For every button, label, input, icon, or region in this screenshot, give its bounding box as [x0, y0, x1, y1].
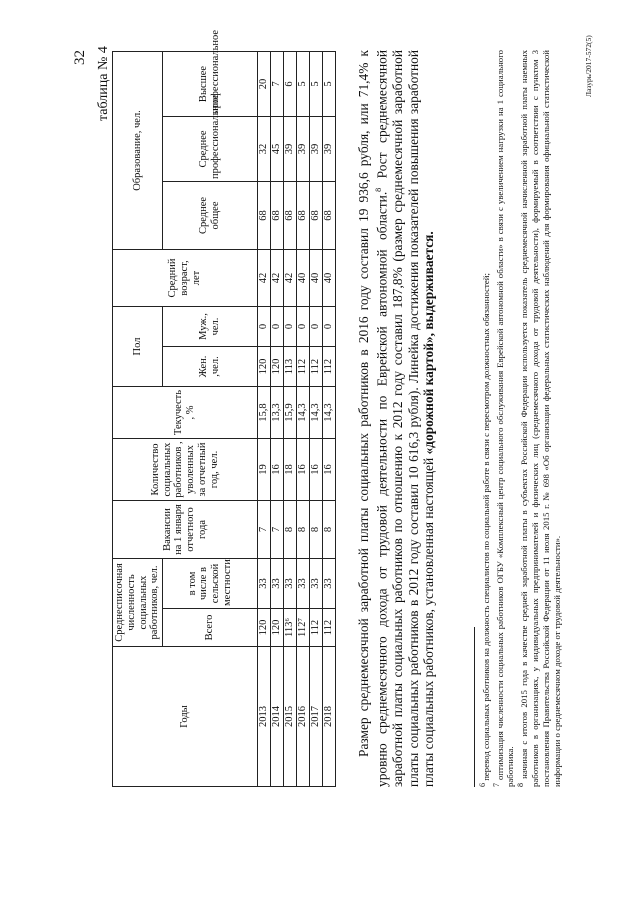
cell-age: 40 [310, 250, 323, 307]
cell-year: 2015 [284, 647, 297, 787]
header-turnover: Текучесть , % [113, 387, 258, 439]
cell-male: 0 [323, 307, 336, 347]
cell-female: 112 [323, 347, 336, 387]
cell-rural: 33 [297, 559, 310, 609]
table-row [258, 51, 271, 786]
body-paragraph [356, 50, 437, 787]
cell-age: 42 [258, 250, 271, 307]
footnote-6 [478, 50, 492, 787]
cell-vacancies: 8 [323, 501, 336, 559]
cell-year: 2018 [323, 647, 336, 787]
cell-female: 120 [271, 347, 284, 387]
cell-female: 112 [310, 347, 323, 387]
cell-edu-general: 68 [284, 182, 297, 250]
cell-rural: 33 [284, 559, 297, 609]
cell-female: 120 [258, 347, 271, 387]
cell-edu-general: 68 [323, 182, 336, 250]
cell-male: 0 [310, 307, 323, 347]
cell-turnover: 14,3 [323, 387, 336, 439]
footnote-number: 6 [478, 783, 487, 787]
body-text-part2: Рост среднемесячной заработной платы социальных работников по отношению к 2012 году составил 187,8% (размер среднемесячной заработной платы социальных работников в 2012 году составил 10 616,3 рубля). Линейка достижения показателей повышения заработной платы социальных работников, установленная настоящей [374, 50, 437, 787]
cell-total: 112 [310, 609, 323, 647]
header-edu-secondary-prof: Среднее профессиональное [163, 117, 258, 182]
table-row [271, 51, 284, 786]
cell-turnover: 14,3 [297, 387, 310, 439]
cell-edu-secondary-prof: 39 [284, 117, 297, 182]
table-row [284, 51, 297, 786]
cell-year: 2016 [297, 647, 310, 787]
cell-age: 42 [271, 250, 284, 307]
statistics-table [112, 29, 336, 787]
cell-turnover: 15,9 [284, 387, 297, 439]
cell-vacancies: 8 [284, 501, 297, 559]
cell-total: 112⁷ [297, 609, 310, 647]
body-text-bold: «дорожной картой», выдерживается. [421, 231, 437, 455]
cell-edu-secondary-prof: 45 [271, 117, 284, 182]
cell-turnover: 13,3 [271, 387, 284, 439]
cell-edu-higher-prof: 5 [310, 51, 323, 116]
cell-vacancies: 8 [297, 501, 310, 559]
cell-male: 0 [284, 307, 297, 347]
cell-age: 40 [323, 250, 336, 307]
cell-male: 0 [258, 307, 271, 347]
body-text-part1: Размер среднемесячной заработной платы социальных работников в 2016 году составил 19 936,6 рубля, или 71,4% к уровню среднемесячного дохода от трудовой деятельности по Еврейской автономной области. [356, 50, 390, 787]
header-headcount: Среднесписочная численность социальных работников, чел. [113, 559, 163, 647]
cell-edu-general: 68 [258, 182, 271, 250]
cell-male: 0 [297, 307, 310, 347]
cell-age: 40 [297, 250, 310, 307]
cell-edu-higher-prof: 7 [271, 51, 284, 116]
header-female: Жен. ,чел. [163, 347, 258, 387]
footnote-text: оптимизация численности социальных работников ОГБУ «Комплексный центр социального обслуживания Еврейской автономной области» в связи с увеличением нагрузки на 1 социального работника. [494, 50, 516, 787]
footnote-8 [516, 50, 562, 787]
cell-vacancies: 7 [271, 501, 284, 559]
cell-rural: 33 [323, 559, 336, 609]
cell-dismissed: 16 [297, 439, 310, 501]
page-number: 32 [72, 50, 88, 65]
cell-dismissed: 18 [284, 439, 297, 501]
cell-edu-higher-prof: 6 [284, 51, 297, 116]
header-headcount-rural: в том числе в сельской местности [163, 559, 258, 609]
table-row [310, 51, 323, 786]
table-row [297, 51, 310, 786]
cell-edu-higher-prof: 5 [297, 51, 310, 116]
cell-total: 112 [323, 609, 336, 647]
header-vacancies: Вакансии на 1 января отчетного года [113, 501, 258, 559]
cell-female: 113 [284, 347, 297, 387]
footnote-text: начиная с итогов 2015 года в качестве средней заработной платы в субъектах Российской Федерации используется показатель среднемесячной начисленной заработной платы наемных работников в организациях, у индивидуальных предпринимателей и физических лиц (среднемесячного дохода от трудовой деятельности), формируемый в соответствии с пунктом 3 постановления Правительства Российской Федерации от 11 июля 2015 г. № 698 «Об организации федеральных статистических наблюдений для формирования официальной статистической информации о среднемесячном доходе от трудовой деятельности». [519, 50, 562, 787]
cell-rural: 33 [310, 559, 323, 609]
cell-dismissed: 16 [310, 439, 323, 501]
cell-rural: 33 [271, 559, 284, 609]
header-headcount-total: Всего [163, 609, 258, 647]
cell-edu-higher-prof: 5 [323, 51, 336, 116]
footnote-number: 7 [491, 783, 501, 787]
cell-total: 120 [271, 609, 284, 647]
footnotes [478, 50, 562, 787]
cell-dismissed: 19 [258, 439, 271, 501]
cell-dismissed: 16 [323, 439, 336, 501]
cell-rural: 33 [258, 559, 271, 609]
header-years: Годы [113, 647, 258, 787]
cell-edu-higher-prof: 20 [258, 51, 271, 116]
header-male: Муж., чел. [163, 307, 258, 347]
cell-year: 2017 [310, 647, 323, 787]
cell-total: 120 [258, 609, 271, 647]
footnote-divider [474, 627, 475, 787]
header-edu-higher-prof: Высшее профессиональное [163, 51, 258, 116]
header-edu-general: Среднее общее [163, 182, 258, 250]
cell-turnover: 14,3 [310, 387, 323, 439]
cell-year: 2014 [271, 647, 284, 787]
footnote-number: 8 [516, 783, 526, 787]
cell-edu-general: 68 [310, 182, 323, 250]
cell-turnover: 15,8 [258, 387, 271, 439]
cell-edu-general: 68 [271, 182, 284, 250]
table-row [323, 51, 336, 786]
cell-male: 0 [271, 307, 284, 347]
cell-edu-general: 68 [297, 182, 310, 250]
cell-vacancies: 8 [310, 501, 323, 559]
document-stamp: Лазурь/2017-572(5) [584, 35, 593, 97]
table-label: таблица № 4 [96, 46, 111, 121]
footnote-ref-8: 8 [374, 187, 384, 192]
header-gender: Пол [113, 307, 163, 387]
cell-age: 42 [284, 250, 297, 307]
header-education: Образование, чел. [113, 51, 163, 249]
cell-edu-secondary-prof: 32 [258, 117, 271, 182]
header-avg-age: Средний возраст, лет [113, 250, 258, 307]
cell-edu-secondary-prof: 39 [310, 117, 323, 182]
footnote-7 [492, 50, 517, 787]
cell-female: 112 [297, 347, 310, 387]
cell-vacancies: 7 [258, 501, 271, 559]
cell-total: 113⁶ [284, 609, 297, 647]
cell-edu-secondary-prof: 39 [323, 117, 336, 182]
footnote-text: перевод социальных работников на должность специалистов по социальной работе в связи с пересмотром должностных обязанностей; [480, 273, 491, 783]
cell-edu-secondary-prof: 39 [297, 117, 310, 182]
cell-dismissed: 16 [271, 439, 284, 501]
header-dismissed: Количество социальных работников , уволенных за отчетный год, чел. [113, 439, 258, 501]
cell-year: 2013 [258, 647, 271, 787]
